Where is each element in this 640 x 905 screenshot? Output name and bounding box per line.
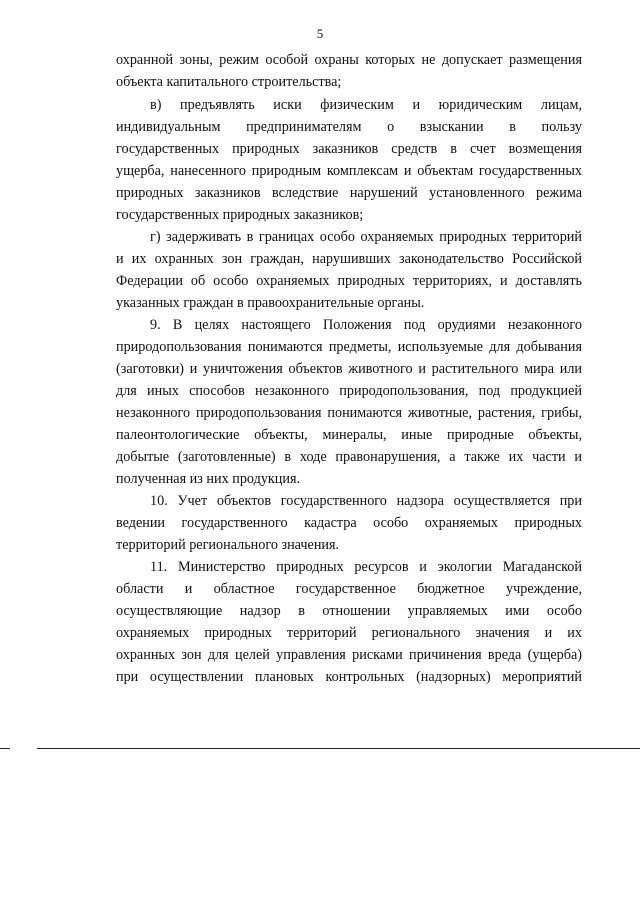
text-line: индивидуальным предпринимателям о взыскании в пользу: [116, 119, 582, 135]
text-line: при осуществлении плановых контрольных (надзорных) мероприятий: [116, 669, 582, 685]
text-line: охранной зоны, режим особой охраны которых не допускает размещения: [116, 52, 582, 68]
text-line: государственных природных заказников;: [116, 207, 364, 223]
text-line: области и областное государственное бюджетное учреждение,: [116, 581, 582, 597]
text-line: природопользования понимаются предметы, используемые для добывания: [116, 339, 582, 355]
text-line: Федерации об особо охраняемых природных территориях, и доставлять: [116, 273, 582, 289]
page-divider: [37, 748, 640, 749]
text-line: 11. Министерство природных ресурсов и экологии Магаданской: [150, 559, 582, 575]
text-line: территорий регионального значения.: [116, 537, 340, 553]
text-line: для иных способов незаконного природопользования, под продукцией: [116, 383, 582, 399]
text-line: 9. В целях настоящего Положения под орудиями незаконного: [150, 317, 582, 333]
text-line: добытые (заготовленные) в ходе правонарушения, а также их части и: [116, 449, 582, 465]
text-line: в) предъявлять иски физическим и юридическим лицам,: [150, 97, 582, 113]
text-line: ведении государственного кадастра особо охраняемых природных: [116, 515, 582, 531]
page-number: 5: [316, 26, 324, 41]
text-line: г) задерживать в границах особо охраняемых природных территорий: [150, 229, 582, 245]
text-line: государственных природных заказников средств в счет возмещения: [116, 141, 582, 157]
text-line: охранных зон для целей управления рисками причинения вреда (ущерба): [116, 647, 582, 663]
text-line: палеонтологические объекты, минералы, иные природные объекты,: [116, 427, 582, 443]
text-line: объекта капитального строительства;: [116, 74, 342, 90]
text-line: (заготовки) и уничтожения объектов животного и растительного мира или: [116, 361, 582, 377]
text-line: природных заказников вследствие нарушений установленного режима: [116, 185, 582, 201]
text-line: охраняемых природных территорий регионального значения и их: [116, 625, 582, 641]
page-divider: [0, 748, 10, 749]
text-line: указанных граждан в правоохранительные органы.: [116, 295, 425, 311]
text-line: незаконного природопользования понимаются животные, растения, грибы,: [116, 405, 582, 421]
text-line: осуществляющие надзор в отношении управляемых ими особо: [116, 603, 582, 619]
text-line: и их охранных зон граждан, нарушивших законодательство Российской: [116, 251, 582, 267]
text-line: 10. Учет объектов государственного надзора осуществляется при: [150, 493, 582, 509]
text-line: полученная из них продукция.: [116, 471, 301, 487]
text-line: ущерба, нанесенного природным комплексам и объектам государственных: [116, 163, 582, 179]
